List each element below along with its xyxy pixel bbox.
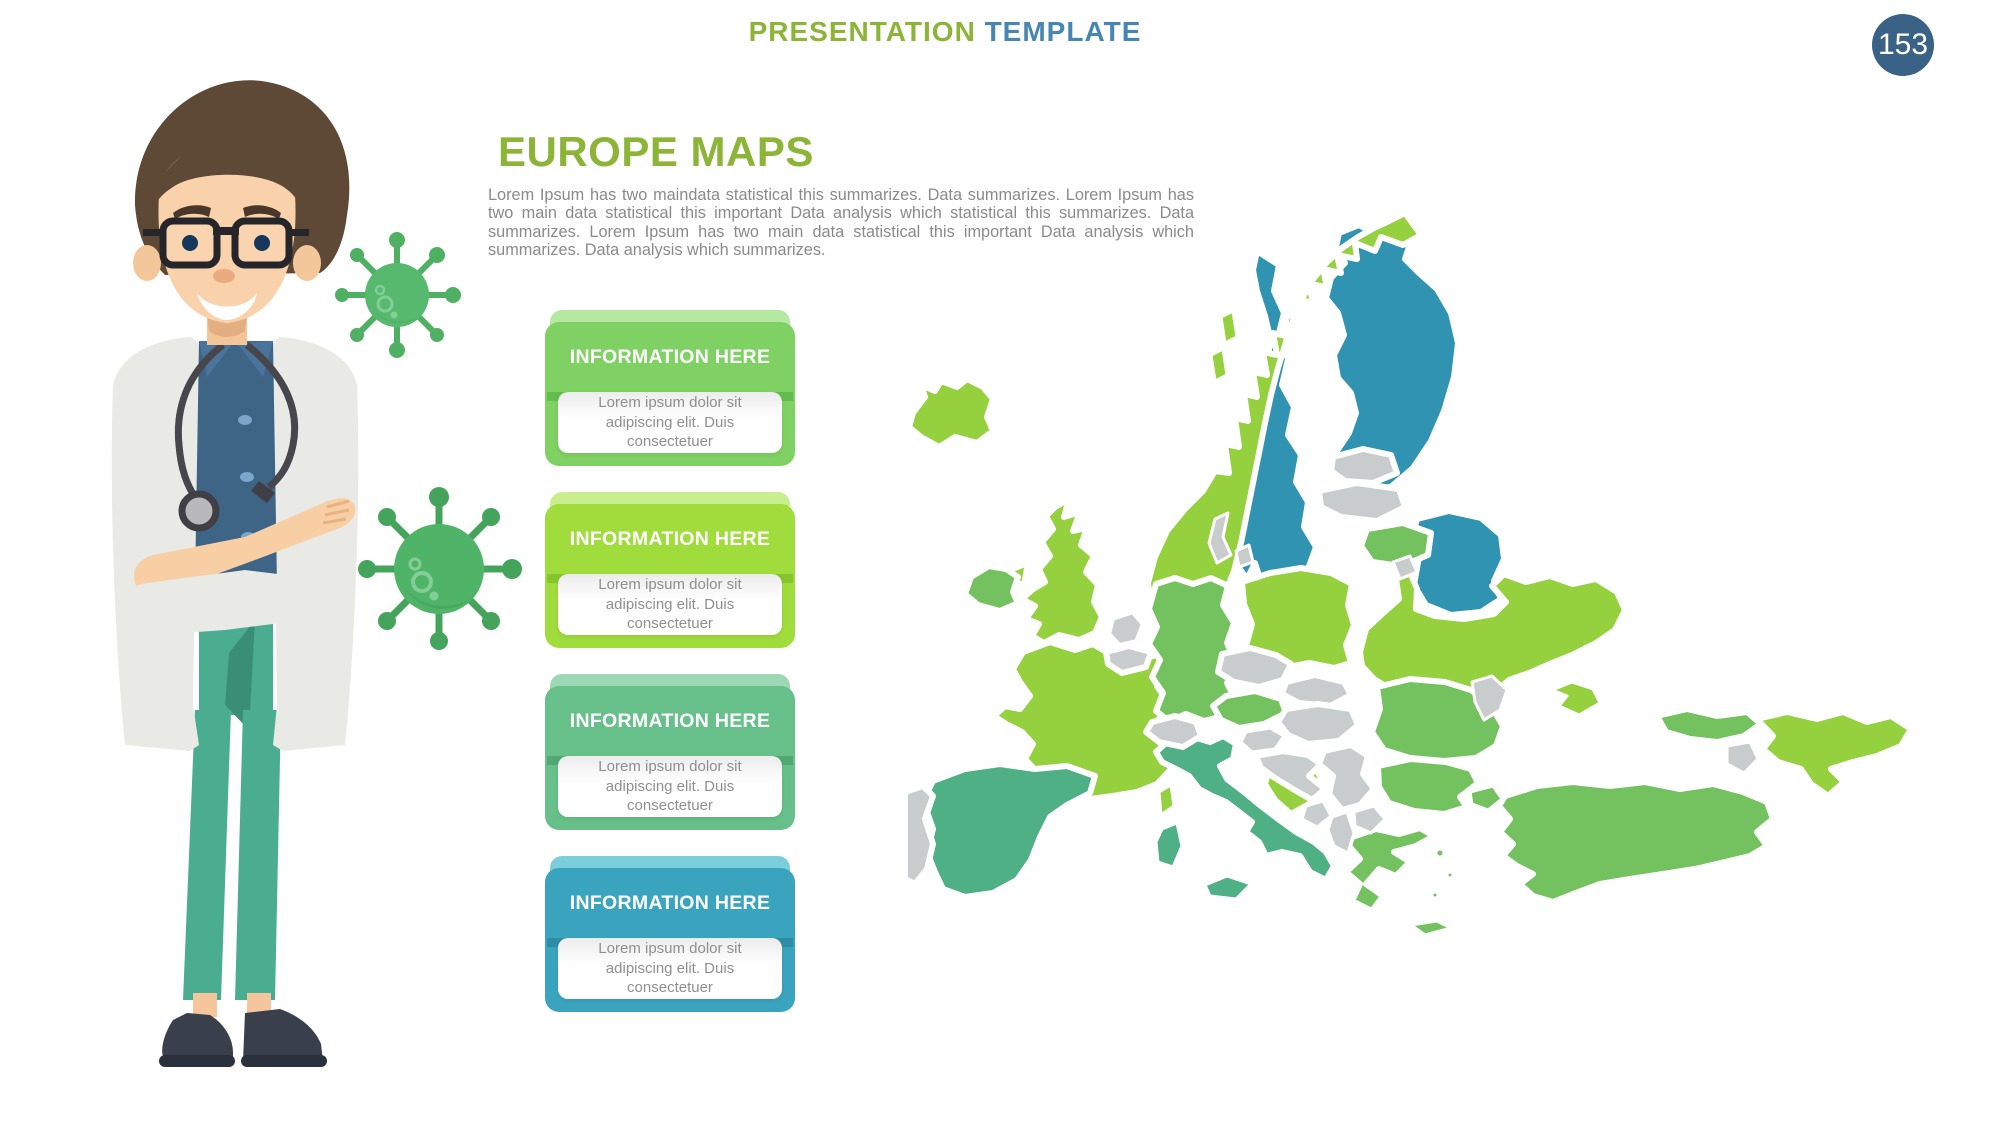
map-country-portugal [905,786,933,884]
shoe-left [162,1013,233,1061]
map-country-united-kingdom [1022,499,1102,643]
map-norway-island [1221,311,1237,343]
section-title: EUROPE MAPS [498,128,814,175]
map-crete [1411,921,1451,935]
info-card-3 [545,674,795,830]
map-country-georgia [1657,709,1761,742]
section-paragraph: Lorem Ipsum has two maindata statistical this summarizes. Data summarizes. Lorem Ipsum has two main data statistical this important Data analysis which statistical this summarizes. Data summarizes. Lorem Ipsum has two main data statistical this important Data analysis which summarizes. Data analysis which summarizes. [488,186,1194,260]
map-country-iceland [909,379,993,447]
map-sicily [1205,876,1251,899]
map-country-netherlands [1108,611,1144,646]
map-country-spain [925,764,1095,897]
page-number-badge: 153 [1872,14,1934,76]
map-country-estonia [1331,449,1397,483]
info-card-1 [545,310,795,466]
map-country-ireland [965,566,1018,611]
slide-header-title-part2: TEMPLATE [984,16,1142,47]
nose [213,269,235,283]
pant-leg-left [183,710,231,1000]
map-country-latvia [1319,483,1405,521]
card-title: INFORMATION HERE [569,345,771,368]
map-norway-island [1211,349,1227,381]
map-country-greece [1346,828,1434,911]
card-body-text: Lorem ipsum dolor sit adipiscing elit. Duis consectetuer [558,574,782,635]
map-country-armenia [1727,742,1758,773]
info-card-2 [545,492,795,648]
map-country-belgium [1106,646,1151,673]
map-country-hungary [1278,704,1358,744]
eye [254,235,270,251]
map-greek-island [1432,892,1438,898]
slide-header-title-part1: PRESENTATION [748,16,976,47]
map-country-azerbaijan [1757,712,1911,796]
map-country-montenegro [1302,801,1331,827]
map-greek-island [1436,849,1444,857]
card-title: INFORMATION HERE [569,709,771,732]
eye [182,235,198,251]
map-country-turkey [1499,782,1773,902]
map-crimea [1552,682,1600,715]
info-card-4 [545,856,795,1012]
map-sardinia [1156,823,1182,867]
map-country-bulgaria [1378,759,1478,814]
map-greek-island [1447,872,1453,878]
card-body-text: Lorem ipsum dolor sit adipiscing elit. Duis consectetuer [558,756,782,817]
card-title: INFORMATION HERE [569,891,771,914]
map-country-albania [1328,812,1354,853]
europe-map [905,185,1945,1025]
pant-leg-right [235,710,281,1000]
card-body-text: Lorem ipsum dolor sit adipiscing elit. Duis consectetuer [558,938,782,999]
slide-header-title [0,16,1890,48]
info-card-list [545,310,795,1012]
map-denmark-island [1236,545,1253,567]
card-body-text: Lorem ipsum dolor sit adipiscing elit. Duis consectetuer [558,392,782,453]
card-title: INFORMATION HERE [569,527,771,550]
map-country-slovenia [1241,728,1284,752]
doctor-illustration [95,45,375,1095]
map-country-serbia [1319,745,1374,810]
shoe-right [243,1009,323,1061]
map-country-belarus [1412,511,1504,615]
virus-icon [352,482,527,657]
map-corsica [1159,785,1174,815]
